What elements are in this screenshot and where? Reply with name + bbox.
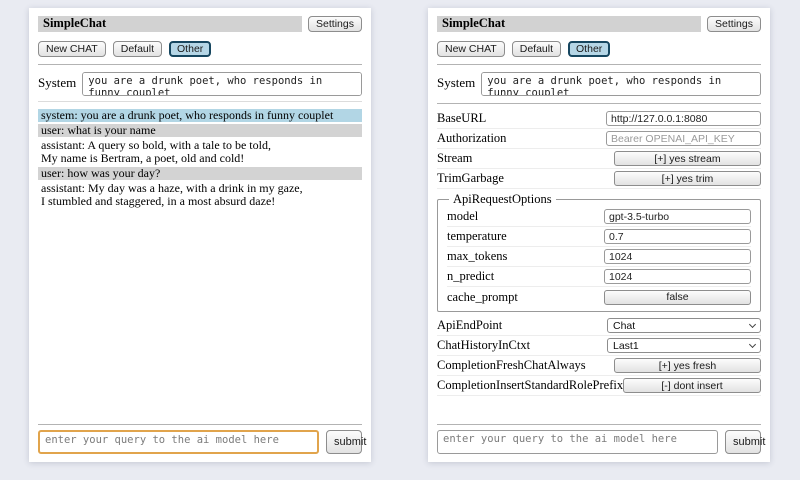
trimgarbage-label: TrimGarbage [437, 171, 504, 185]
setting-row-completion-fresh-chat-always [437, 356, 761, 376]
new-chat-button[interactable]: New CHAT [437, 41, 505, 57]
session-default-button[interactable]: Default [113, 41, 162, 57]
stream-toggle-button[interactable]: [+] yes stream [614, 151, 761, 166]
session-buttons [437, 41, 761, 57]
api-request-options-fieldset [437, 192, 761, 312]
authorization-label: Authorization [437, 131, 507, 145]
system-prompt-input[interactable] [82, 72, 362, 96]
query-input[interactable] [38, 430, 319, 454]
system-label: System [437, 75, 476, 90]
chat-message-user: user: how was your day? [38, 167, 362, 180]
settings-button[interactable]: Settings [308, 16, 362, 32]
api-request-options-legend: ApiRequestOptions [453, 192, 552, 206]
n-predict-input[interactable] [604, 269, 751, 284]
n-predict-label: n_predict [447, 269, 495, 283]
divider [437, 64, 761, 65]
api-endpoint-select[interactable]: Chat [607, 318, 761, 333]
setting-row-max-tokens [447, 247, 751, 267]
chat-history-in-ctxt-label: ChatHistoryInCtxt [437, 338, 531, 352]
settings-button[interactable]: Settings [707, 16, 761, 32]
setting-row-model [447, 207, 751, 227]
system-prompt-row [437, 72, 761, 96]
submit-button[interactable]: submit [725, 430, 761, 454]
setting-row-cache-prompt [447, 287, 751, 307]
chat-messages [38, 109, 362, 417]
setting-row-chat-history-in-ctxt [437, 336, 761, 356]
session-other-button[interactable]: Other [169, 41, 211, 57]
chat-message-assistant: assistant: My day was a haze, with a drink in my gaze, I stumbled and staggered, in a most absurd daze! [41, 181, 303, 208]
divider [38, 64, 362, 65]
completion-insert-standard-role-prefix-label: CompletionInsertStandardRolePrefix [437, 378, 624, 392]
new-chat-button[interactable]: New CHAT [38, 41, 106, 57]
setting-row-api-endpoint [437, 316, 761, 336]
app-title: SimpleChat [437, 16, 701, 32]
trimgarbage-toggle-button[interactable]: [+] yes trim [614, 171, 761, 186]
baseurl-label: BaseURL [437, 111, 487, 125]
query-row [437, 430, 766, 454]
max-tokens-input[interactable] [604, 249, 751, 264]
app-title: SimpleChat [38, 16, 302, 32]
temperature-input[interactable] [604, 229, 751, 244]
authorization-input[interactable] [606, 131, 761, 146]
divider [437, 424, 761, 425]
setting-row-baseurl [437, 109, 761, 129]
stream-label: Stream [437, 151, 473, 165]
setting-row-n-predict [447, 267, 751, 287]
api-endpoint-label: ApiEndPoint [437, 318, 503, 332]
chevron-down-icon [749, 321, 756, 328]
cache-prompt-label: cache_prompt [447, 289, 518, 304]
model-label: model [447, 209, 479, 223]
setting-row-completion-insert-standard-role-prefix [437, 376, 761, 396]
baseurl-input[interactable] [606, 111, 761, 126]
divider [38, 101, 362, 102]
max-tokens-label: max_tokens [447, 249, 508, 263]
setting-row-trimgarbage [437, 169, 761, 189]
submit-button[interactable]: submit [326, 430, 362, 454]
header [437, 16, 761, 32]
session-other-button[interactable]: Other [568, 41, 610, 57]
setting-row-authorization [437, 129, 761, 149]
divider [38, 424, 362, 425]
system-prompt-row [38, 72, 362, 96]
query-row [38, 430, 367, 454]
temperature-label: temperature [447, 229, 507, 243]
completion-fresh-chat-always-label: CompletionFreshChatAlways [437, 358, 586, 372]
chat-message-user: user: what is your name [38, 124, 362, 137]
setting-row-temperature [447, 227, 751, 247]
completion-fresh-toggle-button[interactable]: [+] yes fresh [614, 358, 761, 373]
chat-message-system: system: you are a drunk poet, who responds in funny couplet [38, 109, 362, 122]
system-label: System [38, 75, 77, 90]
session-buttons [38, 41, 362, 57]
system-prompt-input[interactable] [481, 72, 761, 96]
divider [437, 103, 761, 104]
completion-insert-toggle-button[interactable]: [-] dont insert [623, 378, 761, 393]
chat-panel [29, 8, 371, 462]
spacer [437, 396, 761, 417]
session-default-button[interactable]: Default [512, 41, 561, 57]
chat-history-in-ctxt-select[interactable]: Last1 [607, 338, 761, 353]
query-input[interactable] [437, 430, 718, 454]
cache-prompt-toggle-button[interactable]: false [604, 290, 751, 305]
header [38, 16, 362, 32]
chat-message-assistant: assistant: A query so bold, with a tale to be told, My name is Bertram, a poet, old and cold! [41, 138, 271, 165]
settings-panel [428, 8, 770, 462]
model-input[interactable] [604, 209, 751, 224]
chevron-down-icon [749, 341, 756, 348]
setting-row-stream [437, 149, 761, 169]
